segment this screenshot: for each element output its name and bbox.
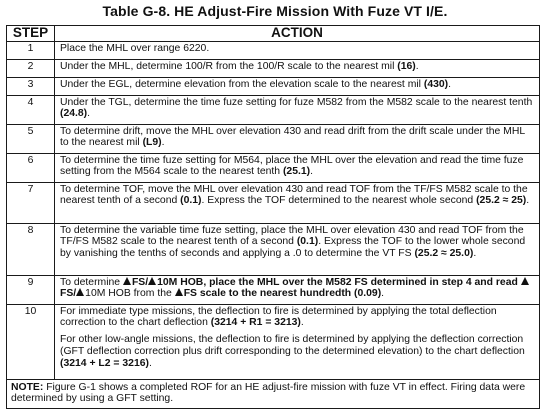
action-text bbox=[55, 153, 540, 182]
action-text bbox=[55, 41, 540, 59]
procedure-table bbox=[6, 25, 540, 409]
action-text bbox=[55, 77, 540, 95]
header-row bbox=[7, 26, 540, 42]
action-value: (0.1) bbox=[180, 195, 202, 207]
table-row bbox=[7, 275, 540, 304]
step-number: 5 bbox=[7, 124, 55, 153]
action-text bbox=[55, 182, 540, 223]
action-sentence: Under the TGL, determine the time fuze setting for fuze M582 from the M582 scale to the nearest tenth bbox=[60, 96, 533, 108]
action-value: (25.1) bbox=[282, 166, 311, 178]
action-pre: To determine bbox=[60, 276, 123, 288]
action-text bbox=[55, 223, 540, 275]
action-sentence: To determine the time fuze setting for M564, place the MHL over the elevation and read the time fuze setting from the M564 scale to the nearest tenth bbox=[60, 154, 524, 178]
step-number: 7 bbox=[7, 182, 55, 223]
action-tail: . bbox=[87, 108, 91, 120]
action-sentence: To determine the variable time fuze setting, place the MHL over elevation 430 and read TOF from the TF/FS M582 scale to the nearest tenth of a second bbox=[60, 224, 524, 248]
action-text bbox=[55, 95, 540, 124]
action-value-2: (25.2 ≈ 25) bbox=[476, 195, 527, 207]
table-row bbox=[7, 304, 540, 379]
action-tail: . bbox=[300, 317, 304, 329]
action-text bbox=[55, 124, 540, 153]
action-text bbox=[55, 59, 540, 77]
action-tail-2: . bbox=[526, 195, 530, 207]
action-paragraph bbox=[60, 306, 535, 329]
delta-term: FS/ bbox=[60, 288, 77, 300]
step-number: 9 bbox=[7, 275, 55, 304]
table-row bbox=[7, 95, 540, 124]
table-row bbox=[7, 182, 540, 223]
action-tail: . Express the TOF to the lower whole second by vanishing the tenths of seconds and applying a .0 to determine the VT FS bbox=[60, 236, 526, 260]
step-number: 3 bbox=[7, 77, 55, 95]
action-sentence: For immediate type missions, the deflection to fire is determined by applying the total deflection correction to the chart deflection bbox=[60, 305, 497, 329]
action-tail: . bbox=[381, 288, 385, 300]
table-title: Table G-8. HE Adjust-Fire Mission With Fuze VT I/E. bbox=[102, 3, 448, 19]
step-number: 8 bbox=[7, 223, 55, 275]
delta-triangle-icon bbox=[123, 277, 131, 285]
step-column-header: STEP bbox=[7, 26, 55, 42]
delta-term: 10M HOB, place the MHL over the M582 FS determined in step 4 and read bbox=[157, 276, 521, 288]
action-value: (3214 + L2 = 3216) bbox=[60, 357, 149, 369]
table-row bbox=[7, 223, 540, 275]
note-text: Figure G-1 shows a completed ROF for an HE adjust-fire mission with fuze VT in effect. Firing data were determined by using a GFT setting. bbox=[11, 381, 526, 405]
action-sentence: Under the EGL, determine elevation from the elevation scale to the nearest mil bbox=[60, 78, 424, 90]
delta-triangle-icon bbox=[521, 277, 529, 285]
delta-triangle-icon bbox=[148, 277, 156, 285]
action-tail: . bbox=[448, 78, 452, 90]
action-paragraph bbox=[60, 334, 535, 369]
delta-term: FS/ bbox=[131, 276, 149, 288]
action-text bbox=[55, 275, 540, 304]
action-sentence: To determine TOF, move the MHL over elevation 430 and read TOF from the TF/FS M582 scale to the nearest tenth of a second bbox=[60, 183, 528, 207]
step-number: 4 bbox=[7, 95, 55, 124]
action-value: (430) bbox=[423, 78, 449, 90]
action-tail-2: . bbox=[473, 248, 477, 260]
action-tail: . bbox=[310, 166, 313, 178]
action-value: (3214 + R1 = 3213) bbox=[210, 317, 301, 329]
step-number: 2 bbox=[7, 59, 55, 77]
table-row bbox=[7, 41, 540, 59]
action-sentence: 10M HOB from the bbox=[85, 288, 175, 300]
action-sentence: For other low-angle missions, the deflection to fire is determined by applying the deflection correction (GFT deflection correction plus drift corresponding to the determined elevation) to the chart deflection bbox=[60, 334, 525, 357]
table-row bbox=[7, 124, 540, 153]
action-tail: . bbox=[148, 357, 152, 369]
action-column-header: ACTION bbox=[55, 26, 540, 42]
action-sentence: Under the MHL, determine 100/R from the 100/R scale to the nearest mil bbox=[60, 60, 398, 72]
note-label: NOTE: bbox=[11, 381, 44, 393]
action-value: (0.1) bbox=[296, 236, 319, 248]
action-value: (16) bbox=[397, 60, 416, 72]
action-sentence: Place the MHL over range 6220. bbox=[60, 42, 210, 54]
step-number: 6 bbox=[7, 153, 55, 182]
action-value: (0.09) bbox=[354, 288, 382, 300]
action-tail: . Express the TOF determined to the nearest whole second bbox=[201, 195, 477, 207]
step-number: 1 bbox=[7, 41, 55, 59]
action-sentence: To determine drift, move the MHL over elevation 430 and read drift from the drift scale under the MHL to the nearest mil bbox=[60, 125, 525, 149]
delta-term: FS scale to the nearest hundredth bbox=[183, 288, 355, 300]
action-tail: . bbox=[161, 137, 165, 149]
step-number: 10 bbox=[7, 304, 55, 379]
table-row bbox=[7, 153, 540, 182]
table-row bbox=[7, 59, 540, 77]
action-text bbox=[55, 304, 540, 379]
note-cell bbox=[7, 379, 540, 408]
action-value: (L9) bbox=[142, 137, 162, 149]
delta-triangle-icon bbox=[76, 288, 84, 296]
action-value-2: (25.2 ≈ 25.0) bbox=[414, 248, 474, 260]
delta-triangle-icon bbox=[175, 288, 183, 296]
note-row bbox=[7, 379, 540, 408]
action-tail: . bbox=[415, 60, 419, 72]
action-value: (24.8) bbox=[60, 108, 88, 120]
table-row bbox=[7, 77, 540, 95]
